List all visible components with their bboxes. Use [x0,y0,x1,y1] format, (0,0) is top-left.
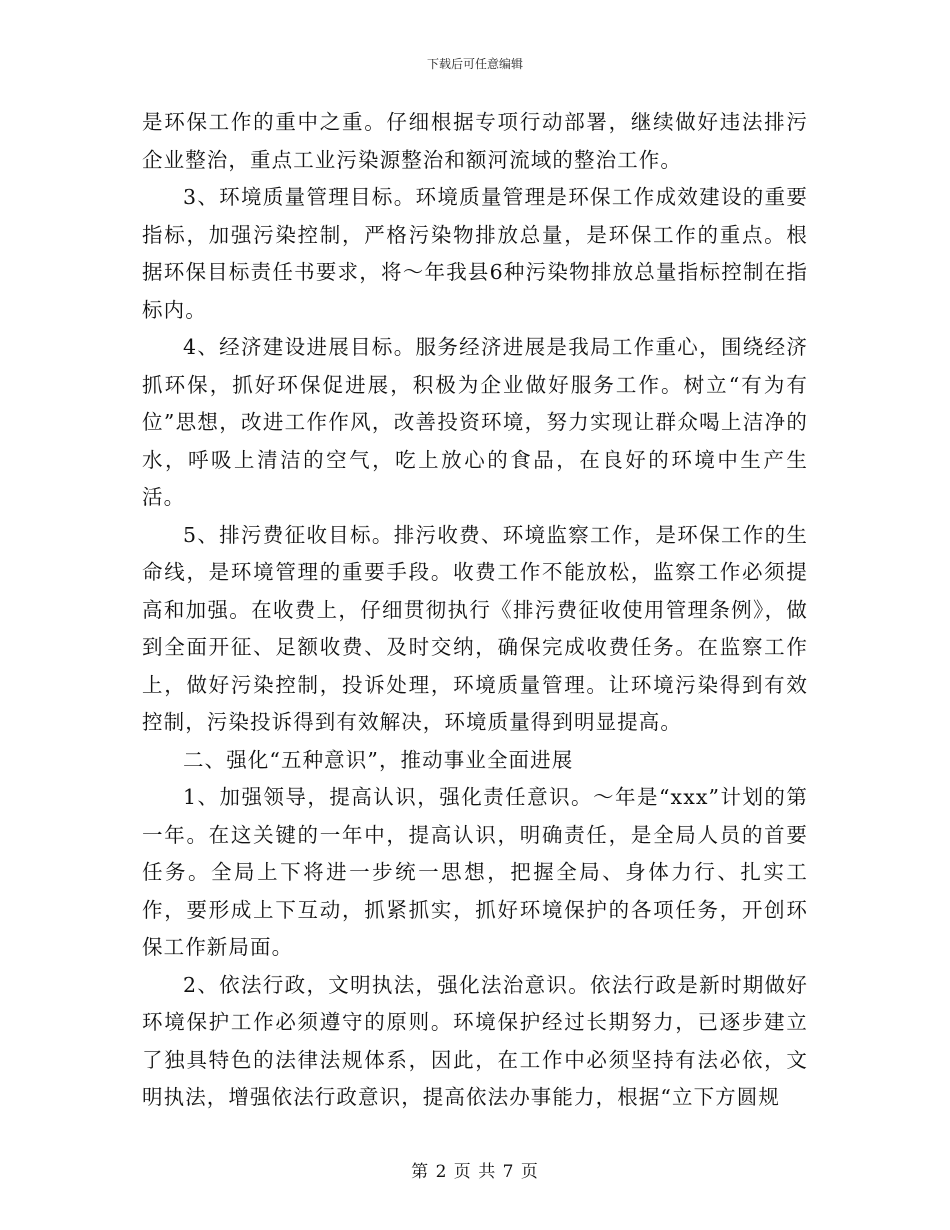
paragraph: 5、排污费征收目标。排污收费、环境监察工作，是环保工作的生命线，是环境管理的重要手段。收费工作不能放松，监察工作必须提高和加强。在收费上，仔细贯彻执行《排污费征收使用管理条例》，做到全面开征、足额收费、及时交纳，确保完成收费任务。在监察工作上，做好污染控制，投诉处理，环境质量管理。让环境污染得到有效控制，污染投诉得到有效解决，环境质量得到明显提高。 [142,522,808,734]
section-heading: 二、强化“五种意识”，推动事业全面进展 [183,747,574,772]
page-number: 第 2 页 共 7 页 [411,1162,539,1182]
page-header: 下载后可任意编辑 [426,57,523,71]
paragraph: 是环保工作的重中之重。仔细根据专项行动部署，继续做好违法排污企业整治，重点工业污染源整治和额河流域的整治工作。 [142,110,808,172]
paragraph: 4、经济建设进展目标。服务经济进展是我局工作重心，围绕经济抓环保，抓好环保促进展，积极为企业做好服务工作。树立“有为有位”思想，改进工作作风，改善投资环境，努力实现让群众喝上洁净的水，呼吸上清洁的空气，吃上放心的食品，在良好的环境中生产生活。 [142,335,808,509]
document-body [142,104,808,1117]
paragraph: 2、依法行政，文明执法，强化法治意识。依法行政是新时期做好环境保护工作必须遵守的原则。环境保护经过长期努力，已逐步建立了独具特色的法律法规体系，因此，在工作中必须坚持有法必依，文明执法，增强依法行政意识，提高依法办事能力，根据“立下方圆规 [142,972,808,1109]
paragraph: 1、加强领导，提高认识，强化责任意识。～年是“xxx”计划的第一年。在这关键的一年中，提高认识，明确责任，是全局人员的首要任务。全局上下将进一步统一思想，把握全局、身体力行、扎实工作，要形成上下互动，抓紧抓实，抓好环境保护的各项任务，开创环保工作新局面。 [142,785,808,959]
paragraph: 3、环境质量管理目标。环境质量管理是环保工作成效建设的重要指标，加强污染控制，严格污染物排放总量，是环保工作的重点。根据环保目标责任书要求，将～年我县6种污染物排放总量指标控制在指标内。 [142,185,808,322]
